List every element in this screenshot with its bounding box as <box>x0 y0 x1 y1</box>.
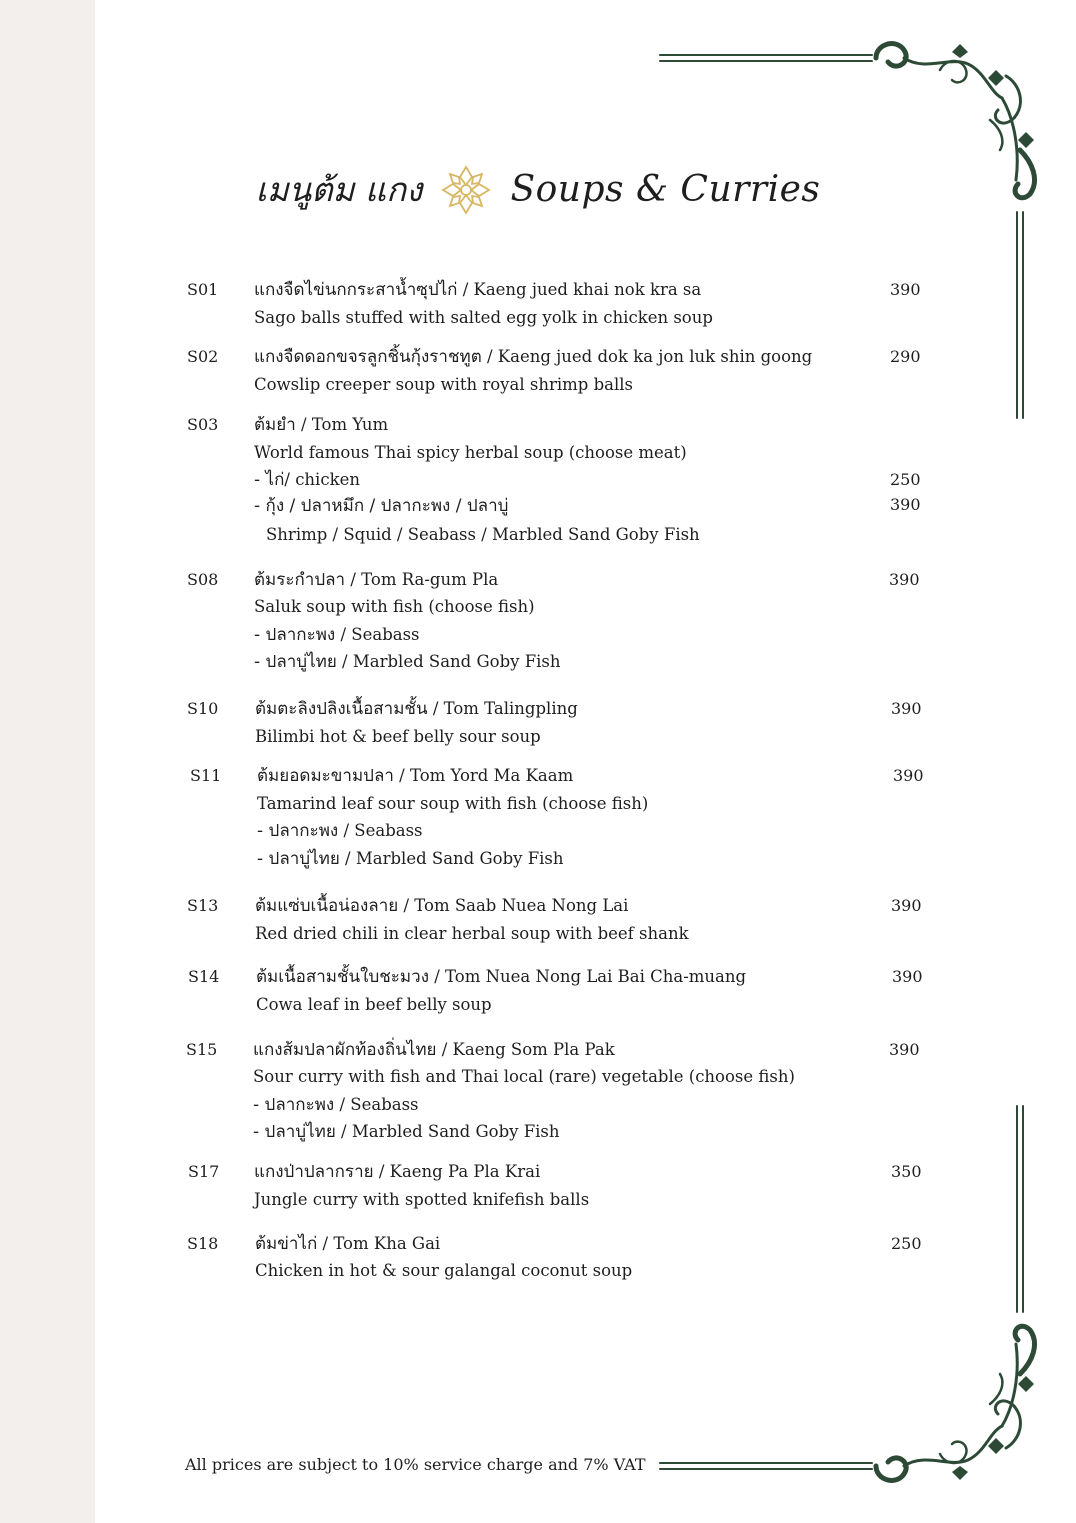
item-name-romanized: / Tom Yord Ma Kaam <box>393 766 574 785</box>
item-price: 390 <box>893 766 924 785</box>
item-name-thai: ต้มยำ <box>254 415 296 435</box>
item-name-romanized: / Kaeng Som Pla Pak <box>436 1040 615 1059</box>
corner-ornament-top-right-icon <box>650 30 1050 430</box>
item-description: Sago balls stuffed with salted egg yolk in chicken soup <box>254 308 713 327</box>
item-option <box>254 625 420 645</box>
option-thai: - ปลาบู่ไทย <box>254 652 337 672</box>
item-name-thai: ต้มตะลิงปลิงเนื้อสามชั้น <box>255 699 428 719</box>
item-name-thai: แกงส้มปลาผักท้องถิ่นไทย <box>253 1040 437 1060</box>
title-english: Soups & Curries <box>510 169 821 210</box>
option-english: / Seabass <box>335 625 420 644</box>
option-english: / Seabass <box>338 821 423 840</box>
item-price: 390 <box>889 570 920 589</box>
item-name-thai: แกงจืดดอกขจรลูกชิ้นกุ้งราชทูต <box>254 347 482 367</box>
item-name-thai: แกงจืดไข่นกกระสาน้ำซุปไก่ <box>254 280 458 300</box>
item-name-thai: ต้มข่าไก่ <box>255 1234 318 1254</box>
item-name <box>254 1162 540 1182</box>
item-code: S14 <box>188 967 220 986</box>
item-code: S15 <box>186 1040 218 1059</box>
option-english: / Seabass <box>334 1095 419 1114</box>
item-option <box>253 1095 419 1115</box>
item-option <box>254 470 360 490</box>
left-margin-strip <box>0 0 95 1523</box>
item-code: S03 <box>187 415 219 434</box>
option-thai: - ปลาบู่ไทย <box>257 849 340 869</box>
thai-flower-ornament-icon <box>441 165 491 215</box>
option-english: / Marbled Sand Goby Fish <box>339 849 564 868</box>
item-description: Chicken in hot & sour galangal coconut soup <box>255 1261 633 1280</box>
item-code: S01 <box>187 280 219 299</box>
item-price: 390 <box>891 896 922 915</box>
item-description: Sour curry with fish and Thai local (rare) vegetable (choose fish) <box>253 1067 795 1086</box>
item-option <box>254 652 561 672</box>
item-price: 390 <box>891 699 922 718</box>
item-option <box>257 849 564 869</box>
item-name <box>256 967 746 987</box>
option-thai: - ปลากะพง <box>257 821 339 841</box>
item-name-romanized: / Tom Kha Gai <box>317 1234 441 1253</box>
page-title <box>0 163 1076 227</box>
item-name-romanized: / Kaeng jued dok ka jon luk shin goong <box>481 347 813 366</box>
item-description: Cowa leaf in beef belly soup <box>256 995 492 1014</box>
item-description: Bilimbi hot & beef belly sour soup <box>255 727 541 746</box>
item-code: S18 <box>187 1234 219 1253</box>
option-english: Shrimp / Squid / Seabass / Marbled Sand Goby Fish <box>266 525 700 544</box>
item-price: 390 <box>892 967 923 986</box>
item-name-romanized: / Tom Ra-gum Pla <box>345 570 499 589</box>
option-thai: - ปลากะพง <box>253 1095 335 1115</box>
option-english: / Marbled Sand Goby Fish <box>336 652 561 671</box>
item-name-romanized: / Tom Saab Nuea Nong Lai <box>398 896 629 915</box>
item-name <box>254 415 388 435</box>
item-description: World famous Thai spicy herbal soup (choose meat) <box>254 443 687 462</box>
option-english: / Marbled Sand Goby Fish <box>335 1122 560 1141</box>
item-name-romanized: / Kaeng jued khai nok kra sa <box>457 280 702 299</box>
option-thai: - ปลาบู่ไทย <box>253 1122 336 1142</box>
item-name <box>254 347 812 367</box>
corner-ornament-bottom-right-icon <box>650 1100 1050 1500</box>
item-code: S13 <box>187 896 219 915</box>
item-description: Tamarind leaf sour soup with fish (choose fish) <box>257 794 649 813</box>
option-price: 250 <box>890 470 921 489</box>
item-price: 250 <box>891 1234 922 1253</box>
option-english: / chicken <box>284 470 360 489</box>
item-code: S10 <box>187 699 219 718</box>
footer-note: All prices are subject to 10% service charge and 7% VAT <box>185 1455 646 1474</box>
item-description: Cowslip creeper soup with royal shrimp balls <box>254 375 634 394</box>
item-price: 290 <box>890 347 921 366</box>
item-name <box>253 1040 615 1060</box>
item-name-thai: ต้มเนื้อสามชั้นใบชะมวง <box>256 967 429 987</box>
item-name <box>255 699 578 719</box>
item-option <box>257 821 423 841</box>
option-thai: - กุ้ง / ปลาหมึก / ปลากะพง / ปลาบู่ <box>254 496 509 516</box>
option-price: 390 <box>890 495 921 514</box>
item-name-thai: ต้มระกำปลา <box>254 570 346 590</box>
item-code: S08 <box>187 570 219 589</box>
item-code: S17 <box>188 1162 220 1181</box>
item-name-thai: แกงป่าปลากราย <box>254 1162 374 1182</box>
item-name <box>255 1234 440 1254</box>
item-name <box>255 896 628 916</box>
item-name <box>254 570 498 590</box>
item-description: Jungle curry with spotted knifefish balls <box>254 1190 590 1209</box>
item-description: Saluk soup with fish (choose fish) <box>254 597 535 616</box>
title-thai: เมนูต้ม แกง <box>255 170 423 209</box>
item-price: 390 <box>890 280 921 299</box>
item-option <box>254 496 508 516</box>
item-name-thai: ต้มยอดมะขามปลา <box>257 766 394 786</box>
item-price: 390 <box>889 1040 920 1059</box>
item-name-romanized: / Tom Nuea Nong Lai Bai Cha-muang <box>429 967 747 986</box>
item-code: S11 <box>190 766 222 785</box>
item-name-romanized: / Tom Yum <box>295 415 389 434</box>
item-option <box>253 1122 560 1142</box>
item-name <box>254 280 701 300</box>
option-thai: - ไก่ <box>254 470 285 490</box>
item-name-thai: ต้มแซ่บเนื้อน่องลาย <box>255 896 399 916</box>
item-name-romanized: / Tom Talingpling <box>427 699 578 718</box>
option-thai: - ปลากะพง <box>254 625 336 645</box>
item-name-romanized: / Kaeng Pa Pla Krai <box>373 1162 541 1181</box>
item-name <box>257 766 573 786</box>
item-code: S02 <box>187 347 219 366</box>
item-description: Red dried chili in clear herbal soup with beef shank <box>255 924 689 943</box>
item-price: 350 <box>891 1162 922 1181</box>
